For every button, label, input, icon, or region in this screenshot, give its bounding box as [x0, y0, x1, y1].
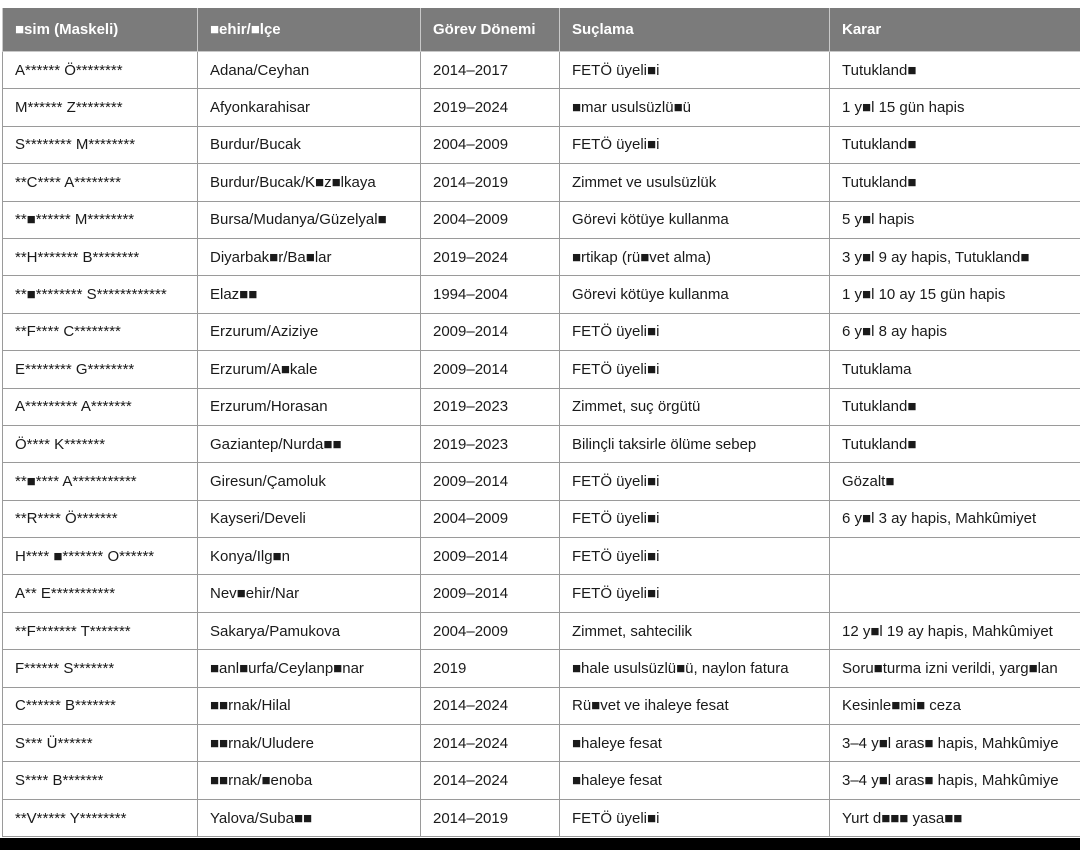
cell-term: 2004–2009: [421, 201, 560, 238]
cell-term: 2014–2024: [421, 725, 560, 762]
cell-charge: Bilinçli taksirle ölüme sebep: [560, 425, 830, 462]
cell-name: M****** Z********: [3, 89, 198, 126]
table-row: [3, 164, 1080, 201]
cell-charge: Görevi kötüye kullanma: [560, 276, 830, 313]
cell-term: 2014–2024: [421, 687, 560, 724]
table-row: [3, 799, 1080, 836]
cell-charge: ■haleye fesat: [560, 762, 830, 799]
cell-verdict: Tutukland■: [830, 388, 1080, 425]
cell-city-district: Gaziantep/Nurda■■: [198, 425, 421, 462]
cell-term: 2009–2014: [421, 463, 560, 500]
table-body: [3, 52, 1080, 837]
header-charge: Suçlama: [560, 8, 830, 52]
cell-term: 2014–2024: [421, 762, 560, 799]
cell-verdict: Yurt d■■■ yasa■■: [830, 799, 1080, 836]
cell-charge: FETÖ üyeli■i: [560, 351, 830, 388]
cell-verdict: Soru■turma izni verildi, yarg■lan: [830, 650, 1080, 687]
table-row: [3, 425, 1080, 462]
cell-term: 2004–2009: [421, 126, 560, 163]
table-row: [3, 276, 1080, 313]
header-name: ■sim (Maskeli): [3, 8, 198, 52]
cell-city-district: ■■rnak/Uludere: [198, 725, 421, 762]
cell-charge: FETÖ üyeli■i: [560, 500, 830, 537]
cell-verdict: Kesinle■mi■ ceza: [830, 687, 1080, 724]
cell-charge: FETÖ üyeli■i: [560, 575, 830, 612]
cell-name: **F**** C********: [3, 313, 198, 350]
cell-city-district: Kayseri/Develi: [198, 500, 421, 537]
cell-charge: Zimmet ve usulsüzlük: [560, 164, 830, 201]
table-header: [3, 8, 1080, 52]
cell-charge: FETÖ üyeli■i: [560, 126, 830, 163]
cell-city-district: Burdur/Bucak: [198, 126, 421, 163]
cell-term: 2004–2009: [421, 612, 560, 649]
cell-name: S******** M********: [3, 126, 198, 163]
cell-name: **F******* T*******: [3, 612, 198, 649]
cell-city-district: Yalova/Suba■■: [198, 799, 421, 836]
cell-charge: FETÖ üyeli■i: [560, 313, 830, 350]
cell-verdict: Tutukland■: [830, 126, 1080, 163]
cell-charge: FETÖ üyeli■i: [560, 799, 830, 836]
cell-city-district: Afyonkarahisar: [198, 89, 421, 126]
cell-city-district: ■anl■urfa/Ceylanp■nar: [198, 650, 421, 687]
cell-name: A****** Ö********: [3, 52, 198, 89]
cell-charge: ■mar usulsüzlü■ü: [560, 89, 830, 126]
table-row: [3, 52, 1080, 89]
cell-city-district: Burdur/Bucak/K■z■lkaya: [198, 164, 421, 201]
cell-verdict: 1 y■l 10 ay 15 gün hapis: [830, 276, 1080, 313]
cell-name: C****** B*******: [3, 687, 198, 724]
cell-term: 1994–2004: [421, 276, 560, 313]
cell-verdict: [830, 575, 1080, 612]
table-row: [3, 89, 1080, 126]
cell-term: 2019–2023: [421, 388, 560, 425]
table-row: [3, 313, 1080, 350]
table-row: [3, 126, 1080, 163]
cell-charge: FETÖ üyeli■i: [560, 52, 830, 89]
table-row: [3, 238, 1080, 275]
cell-city-district: Erzurum/Horasan: [198, 388, 421, 425]
cell-city-district: ■■rnak/■enoba: [198, 762, 421, 799]
cell-verdict: 6 y■l 3 ay hapis, Mahkûmiyet: [830, 500, 1080, 537]
cell-charge: FETÖ üyeli■i: [560, 463, 830, 500]
table-row: [3, 650, 1080, 687]
cell-verdict: Tutukland■: [830, 425, 1080, 462]
cell-city-district: Bursa/Mudanya/Güzelyal■: [198, 201, 421, 238]
table-row: [3, 463, 1080, 500]
table-row: [3, 351, 1080, 388]
cell-name: **■**** A***********: [3, 463, 198, 500]
table-row: [3, 612, 1080, 649]
cell-term: 2009–2014: [421, 538, 560, 575]
table-row: [3, 388, 1080, 425]
cell-city-district: Elaz■■: [198, 276, 421, 313]
cell-name: **V***** Y********: [3, 799, 198, 836]
cell-charge: ■rtikap (rü■vet alma): [560, 238, 830, 275]
cell-name: H**** ■******* O******: [3, 538, 198, 575]
cell-city-district: ■■rnak/Hilal: [198, 687, 421, 724]
cell-charge: ■haleye fesat: [560, 725, 830, 762]
cell-city-district: Giresun/Çamoluk: [198, 463, 421, 500]
cell-verdict: Gözalt■: [830, 463, 1080, 500]
cell-term: 2019–2024: [421, 238, 560, 275]
cell-city-district: Erzurum/A■kale: [198, 351, 421, 388]
cell-city-district: Diyarbak■r/Ba■lar: [198, 238, 421, 275]
cell-name: F****** S*******: [3, 650, 198, 687]
header-city-district: ■ehir/■lçe: [198, 8, 421, 52]
cell-city-district: Konya/Ilg■n: [198, 538, 421, 575]
cell-charge: ■hale usulsüzlü■ü, naylon fatura: [560, 650, 830, 687]
cell-verdict: Tutuklama: [830, 351, 1080, 388]
table-row: [3, 500, 1080, 537]
cell-charge: FETÖ üyeli■i: [560, 538, 830, 575]
cell-verdict: 3–4 y■l aras■ hapis, Mahkûmiye: [830, 762, 1080, 799]
cell-charge: Görevi kötüye kullanma: [560, 201, 830, 238]
cell-name: **R**** Ö*******: [3, 500, 198, 537]
cell-name: **■******** S************: [3, 276, 198, 313]
header-verdict: Karar: [830, 8, 1080, 52]
cell-verdict: 3 y■l 9 ay hapis, Tutukland■: [830, 238, 1080, 275]
cell-name: A********* A*******: [3, 388, 198, 425]
cell-name: S*** Ü******: [3, 725, 198, 762]
cell-term: 2009–2014: [421, 575, 560, 612]
cell-city-district: Sakarya/Pamukova: [198, 612, 421, 649]
cell-verdict: Tutukland■: [830, 52, 1080, 89]
cell-term: 2014–2019: [421, 799, 560, 836]
cell-name: A** E***********: [3, 575, 198, 612]
table-row: [3, 725, 1080, 762]
table-row: [3, 538, 1080, 575]
cell-term: 2009–2014: [421, 313, 560, 350]
header-row: [3, 8, 1080, 52]
cell-verdict: 6 y■l 8 ay hapis: [830, 313, 1080, 350]
cell-term: 2014–2019: [421, 164, 560, 201]
cell-term: 2019–2024: [421, 89, 560, 126]
cell-name: **C**** A********: [3, 164, 198, 201]
cell-verdict: 3–4 y■l aras■ hapis, Mahkûmiye: [830, 725, 1080, 762]
cell-verdict: Tutukland■: [830, 164, 1080, 201]
table-row: [3, 687, 1080, 724]
cell-verdict: 12 y■l 19 ay hapis, Mahkûmiyet: [830, 612, 1080, 649]
header-term: Görev Dönemi: [421, 8, 560, 52]
cell-charge: Rü■vet ve ihaleye fesat: [560, 687, 830, 724]
cell-name: E******** G********: [3, 351, 198, 388]
table-row: [3, 201, 1080, 238]
cell-term: 2019–2023: [421, 425, 560, 462]
cell-city-district: Erzurum/Aziziye: [198, 313, 421, 350]
cell-verdict: [830, 538, 1080, 575]
cell-city-district: Adana/Ceyhan: [198, 52, 421, 89]
cell-name: **■****** M********: [3, 201, 198, 238]
cell-charge: Zimmet, suç örgütü: [560, 388, 830, 425]
officials-table: [2, 8, 1080, 837]
cell-term: 2014–2017: [421, 52, 560, 89]
cell-term: 2004–2009: [421, 500, 560, 537]
table-row: [3, 762, 1080, 799]
bottom-black-bar: [0, 838, 1080, 850]
cell-charge: Zimmet, sahtecilik: [560, 612, 830, 649]
cell-term: 2009–2014: [421, 351, 560, 388]
cell-verdict: 5 y■l hapis: [830, 201, 1080, 238]
cell-name: Ö**** K*******: [3, 425, 198, 462]
cell-name: S**** B*******: [3, 762, 198, 799]
cell-term: 2019: [421, 650, 560, 687]
table-row: [3, 575, 1080, 612]
cell-name: **H******* B********: [3, 238, 198, 275]
cell-city-district: Nev■ehir/Nar: [198, 575, 421, 612]
cell-verdict: 1 y■l 15 gün hapis: [830, 89, 1080, 126]
